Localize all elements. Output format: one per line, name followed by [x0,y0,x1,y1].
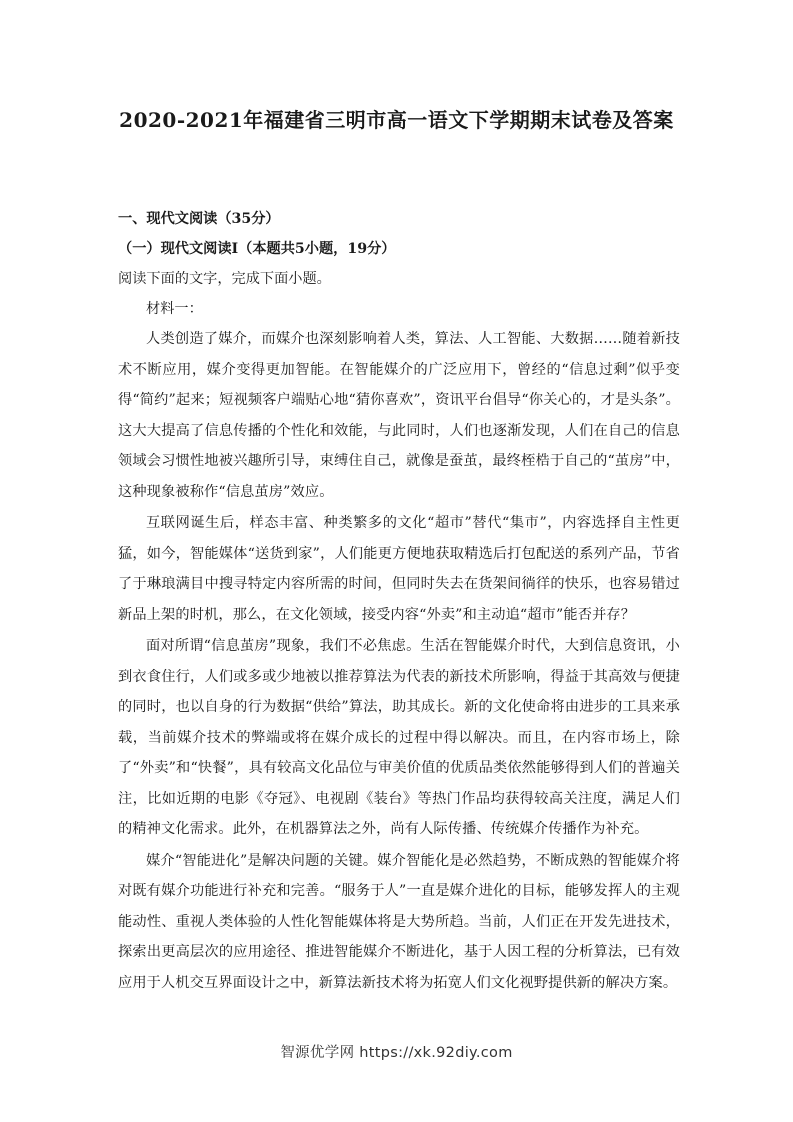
document-title: 2020-2021年福建省三明市高一语文下学期期末试卷及答案 [119,108,674,132]
footer-watermark: 智源优学网 https://xk.92diy.com [280,1045,513,1061]
reading-instruction: 阅读下面的文字，完成下面小题。 [118,271,331,287]
document-body [118,204,680,999]
body-paragraph: 互联网诞生后，样态丰富、种类繁多的文化“超市”替代“集市”，内容选择自主性更猛，如今，智能媒体“送货到家”，人们能更方便地获取精选后打包配送的系列产品，节省了于琳琅满目中搜寻特定内容所需的时间，但同时失去在货架间徜徉的快乐，也容易错过新品上架的时机，那么，在文化领域，接受内容“外卖”和主动追“超市”能否并存？ [118,515,680,623]
material-label: 材料一： [146,301,203,317]
body-paragraph: 面对所谓“信息茧房”现象，我们不必焦虑。生活在智能媒介时代，大到信息资讯，小到衣食住行，人们或多或少地被以推荐算法为代表的新技术所影响，得益于其高效与便捷的同时，也以自身的行为数据“供给”算法，助其成长。新的文化使命将由进步的工具来承载，当前媒介技术的弊端或将在媒介成长的过程中得以解决。而且，在内容市场上，除了“外卖”和“快餐”，具有较高文化品位与审美价值的优质品类依然能够得到人们的普遍关注，比如近期的电影《夺冠》、电视剧《装台》等热门作品均获得较高关注度，满足人们的精神文化需求。此外，在机器算法之外，尚有人际传播、传统媒介传播作为补充。 [118,638,680,837]
body-paragraph: 人类创造了媒介，而媒介也深刻影响着人类，算法、人工智能、大数据……随着新技术不断应用，媒介变得更加智能。在智能媒介的广泛应用下，曾经的“信息过剩”似乎变得“简约”起来；短视频客户端贴心地“猜你喜欢”，资讯平台倡导“你关心的，才是头条”。这大大提高了信息传播的个性化和效能，与此同时，人们也逐渐发现，人们在自己的信息领域会习惯性地被兴趣所引导，束缚住自己，就像是蚕茧，最终桎梏于自己的“茧房”中，这种现象被称作“信息茧房”效应。 [118,331,680,500]
body-paragraph: 媒介“智能进化”是解决问题的关键。媒介智能化是必然趋势，不断成熟的智能媒介将对既有媒介功能进行补充和完善。“服务于人”一直是媒介进化的目标，能够发挥人的主观能动性、重视人类体验的人性化智能媒体将是大势所趋。当前，人们正在开发先进技术，探索出更高层次的应用途径、推进智能媒介不断进化，基于人因工程的分析算法，已有效应用于人机交互界面设计之中，新算法新技术将为拓宽人们文化视野提供新的解决方案。 [118,852,680,991]
section-heading: 一、现代文阅读（35分） [118,211,280,227]
subsection-heading: （一）现代文阅读Ⅰ（本题共5小题，19分） [118,241,396,257]
